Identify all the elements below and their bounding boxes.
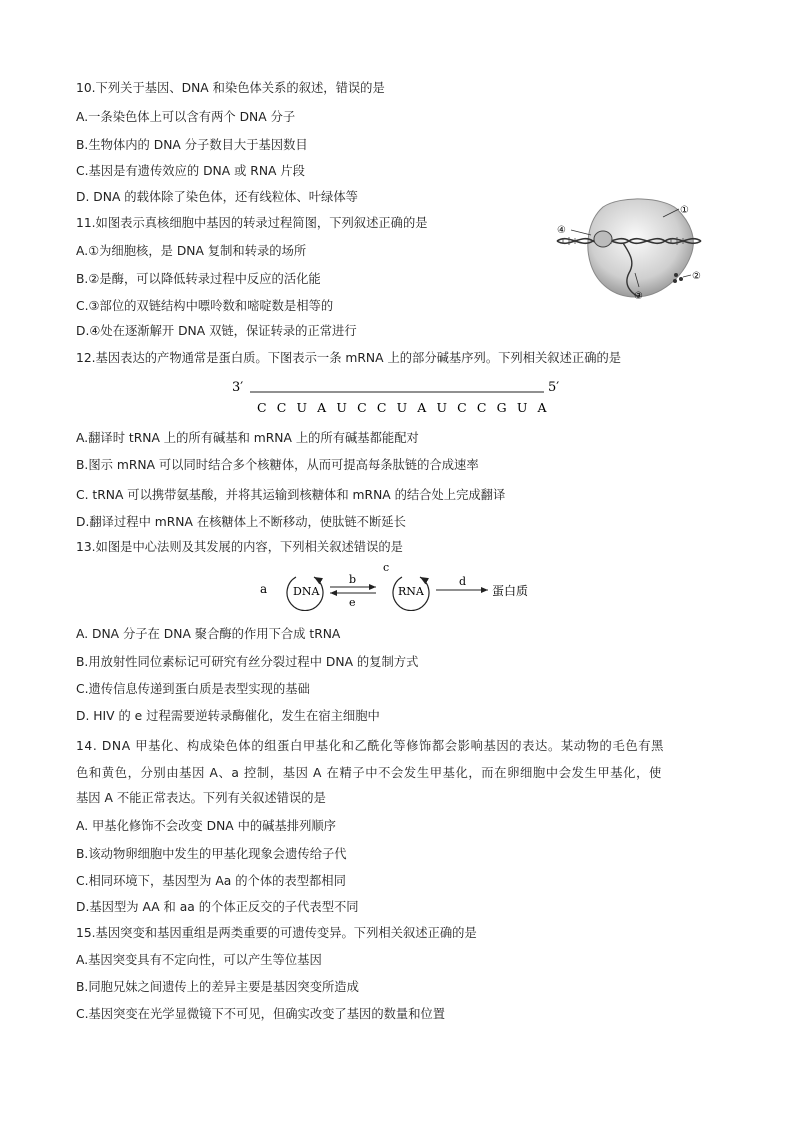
q15-option-b: B.同胞兄妹之间遗传上的差异主要是基因突变所造成 [76,980,359,994]
q11-option-b: B.②是酶，可以降低转录过程中反应的活化能 [76,272,321,286]
q14-stem-line1: 14. DNA 甲基化、构成染色体的组蛋白甲基化和乙酰化等修饰都会影响基因的表达。某动物的毛色有黑 [76,739,665,753]
q14-option-c: C.相同环境下，基因型为 Aa 的个体的表型都相同 [76,874,346,888]
q11-option-c: C.③部位的双链结构中嘌呤数和嘧啶数是相等的 [76,299,334,313]
q12-option-d: D.翻译过程中 mRNA 在核糖体上不断移动，使肽链不断延长 [76,515,406,529]
q15-stem: 15.基因突变和基因重组是两类重要的可遗传变异。下列相关叙述正确的是 [76,926,477,940]
q10-option-d: D. DNA 的载体除了染色体，还有线粒体、叶绿体等 [76,190,358,204]
q10-option-a: A.一条染色体上可以含有两个 DNA 分子 [76,110,296,124]
label-d: d [459,575,467,588]
q13-stem: 13.如图是中心法则及其发展的内容，下列相关叙述错误的是 [76,540,403,554]
label-b: b [349,573,357,586]
base-sequence: C C U A U C C U A U C C G U A [257,400,550,415]
q15-option-c: C.基因突变在光学显微镜下不可见，但确实改变了基因的数量和位置 [76,1007,446,1021]
rna-node: RNA [398,585,424,598]
protein-node: 蛋白质 [492,584,529,598]
q11-option-a: A.①为细胞核，是 DNA 复制和转录的场所 [76,244,307,258]
q13-option-a: A. DNA 分子在 DNA 聚合酶的作用下合成 tRNA [76,627,341,641]
q11-stem: 11.如图表示真核细胞中基因的转录过程简图，下列叙述正确的是 [76,216,428,230]
label-2: ② [692,271,701,282]
q10-stem: 10.下列关于基因、DNA 和染色体关系的叙述，错误的是 [76,81,385,95]
label-c: c [383,563,390,574]
label-a: a [260,582,268,596]
q13-option-d: D. HIV 的 e 过程需要逆转录酶催化，发生在宿主细胞中 [76,709,380,723]
q11-option-d: D.④处在逐渐解开 DNA 双链，保证转录的正常进行 [76,324,357,338]
three-prime-label: 3′ [232,380,244,395]
q12-option-c: C. tRNA 可以携带氨基酸，并将其运输到核糖体和 mRNA 的结合处上完成翻译 [76,488,506,502]
q12-option-a: A.翻译时 tRNA 上的所有碱基和 mRNA 上的所有碱基都能配对 [76,431,419,445]
q14-option-b: B.该动物卵细胞中发生的甲基化现象会遗传给子代 [76,847,347,861]
transcription-figure [551,193,711,305]
dna-node: DNA [293,585,320,598]
label-1: ① [680,205,689,216]
nucleus-shape [588,199,693,297]
q14-option-d: D.基因型为 AA 和 aa 的个体正反交的子代表型不同 [76,900,359,914]
label-4: ④ [557,225,566,236]
mrna-sequence-figure [230,377,570,419]
q14-stem-line2: 色和黄色，分别由基因 A、a 控制，基因 A 在精子中不会发生甲基化，而在卵细胞中会发生甲基化，使 [76,766,662,780]
label-3: ③ [634,291,643,302]
q12-option-b: B.图示 mRNA 可以同时结合多个核糖体，从而可提高每条肽链的合成速率 [76,458,479,472]
label-e: e [349,596,356,609]
enzyme-ring [594,231,612,247]
q15-option-a: A.基因突变具有不定向性，可以产生等位基因 [76,953,322,967]
five-prime-label: 5′ [548,380,560,395]
q10-option-c: C.基因是有遗传效应的 DNA 或 RNA 片段 [76,164,305,178]
q14-stem-line3: 基因 A 不能正常表达。下列有关叙述错误的是 [76,791,326,805]
q13-option-b: B.用放射性同位素标记可研究有丝分裂过程中 DNA 的复制方式 [76,655,419,669]
q12-stem: 12.基因表达的产物通常是蛋白质。下图表示一条 mRNA 上的部分碱基序列。下列相关叙述正确的是 [76,351,622,365]
central-dogma-figure [256,563,536,611]
q13-option-c: C.遗传信息传递到蛋白质是表型实现的基础 [76,682,310,696]
q10-option-b: B.生物体内的 DNA 分子数目大于基因数目 [76,138,308,152]
q14-option-a: A. 甲基化修饰不会改变 DNA 中的碱基排列顺序 [76,819,336,833]
